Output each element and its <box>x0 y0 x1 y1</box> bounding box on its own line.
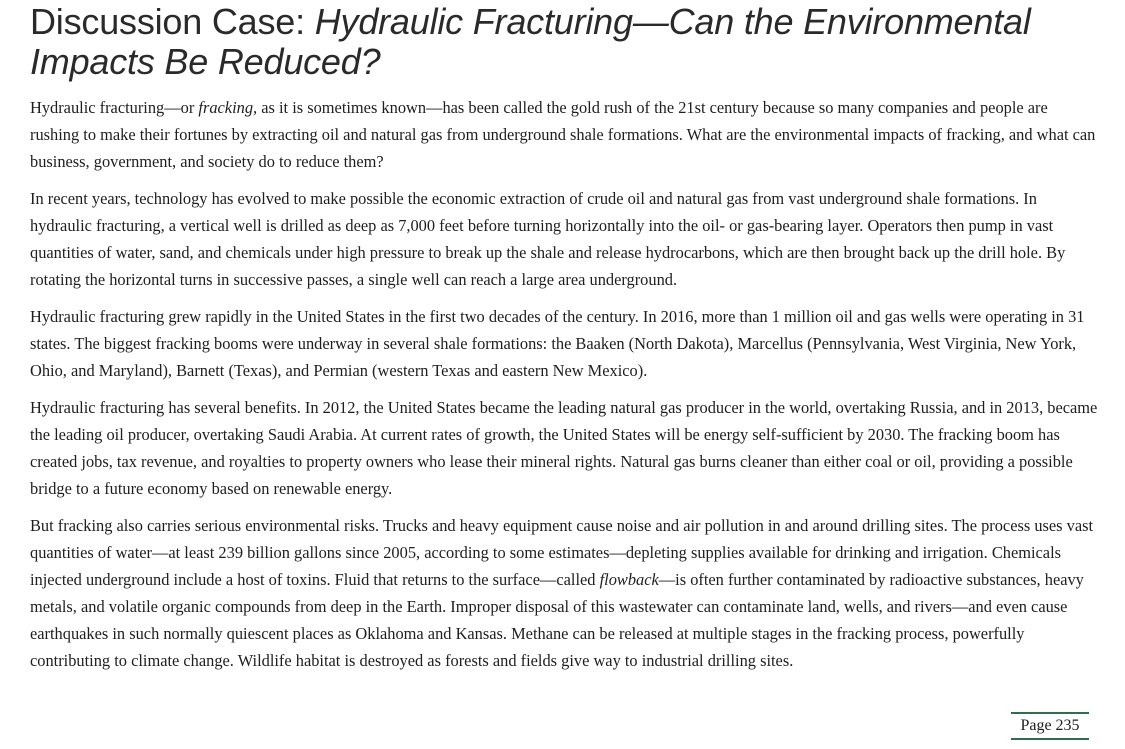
paragraph-risks <box>30 512 1100 674</box>
paragraph-risks-rest: —is often further contaminated by radioactive substances, heavy metals, and volatile organic compounds from deep in the Earth. Improper disposal of this wastewater can contaminate land, wells, and rivers—and even cause earthquakes in such normally quiescent places as Oklahoma and Kansas. Methane can be released at multiple stages in the fracking process, powerfully contributing to climate change. Wildlife habitat is destroyed as forests and fields give way to industrial drilling sites. <box>30 570 1084 670</box>
paragraph-intro-start: Hydraulic fracturing—or <box>30 98 199 117</box>
paragraph-risks-start: But fracking also carries serious environmental risks. Trucks and heavy equipment cause noise and air pollution in and around drilling sites. The process uses vast quantities of water—at least 239 billion gallons since 2005, according to some estimates—depleting supplies available for drinking and irrigation. Chemicals injected underground include a host of toxins. Fluid that returns to the surface—called <box>30 516 1094 589</box>
heading-topic: Hydraulic Fracturing—Can the Environmental Impacts Be Reduced? <box>30 1 1031 82</box>
paragraph-technology: In recent years, technology has evolved to make possible the economic extraction of crude oil and natural gas from vast underground shale formations. In hydraulic fracturing, a vertical well is drilled as deep as 7,000 feet before turning horizontally into the oil- or gas-bearing layer. Operators then pump in vast quantities of water, sand, and chemicals under high pressure to break up the shale and release hydrocarbons, which are then brought back up the drill hole. By rotating the horizontal turns in successive passes, a single well can reach a large area underground. <box>30 189 1066 289</box>
case-body <box>30 94 1100 674</box>
document-page <box>30 2 1100 684</box>
term-fracking: fracking, <box>198 98 258 117</box>
paragraph-intro-rest: as it is sometimes known—has been called the gold rush of the 21st century because so many companies and people are rushing to make their fortunes by extracting oil and natural gas from underground shale formations. What are the environmental impacts of fracking, and what can business, government, and society do to reduce them? <box>30 98 1096 171</box>
page-number: Page 235 <box>1011 712 1089 740</box>
term-flowback: flowback <box>599 570 659 589</box>
case-heading <box>30 2 1100 82</box>
paragraph-intro <box>30 94 1100 175</box>
heading-lead: Discussion Case: <box>30 1 305 42</box>
paragraph-growth: Hydraulic fracturing grew rapidly in the United States in the first two decades of the century. In 2016, more than 1 million oil and gas wells were operating in 31 states. The biggest fracking booms were underway in several shale formations: the Baaken (North Dakota), Marcellus (Pennsylvania, West Virginia, New York, Ohio, and Maryland), Barnett (Texas), and Permian (western Texas and eastern New Mexico). <box>30 307 1085 380</box>
paragraph-benefits: Hydraulic fracturing has several benefits. In 2012, the United States became the leading natural gas producer in the world, overtaking Russia, and in 2013, became the leading oil producer, overtaking Saudi Arabia. At current rates of growth, the United States will be energy self-sufficient by 2030. The fracking boom has created jobs, tax revenue, and royalties to property owners who lease their mineral rights. Natural gas burns cleaner than either coal or oil, providing a possible bridge to a future economy based on renewable energy. <box>30 398 1098 498</box>
